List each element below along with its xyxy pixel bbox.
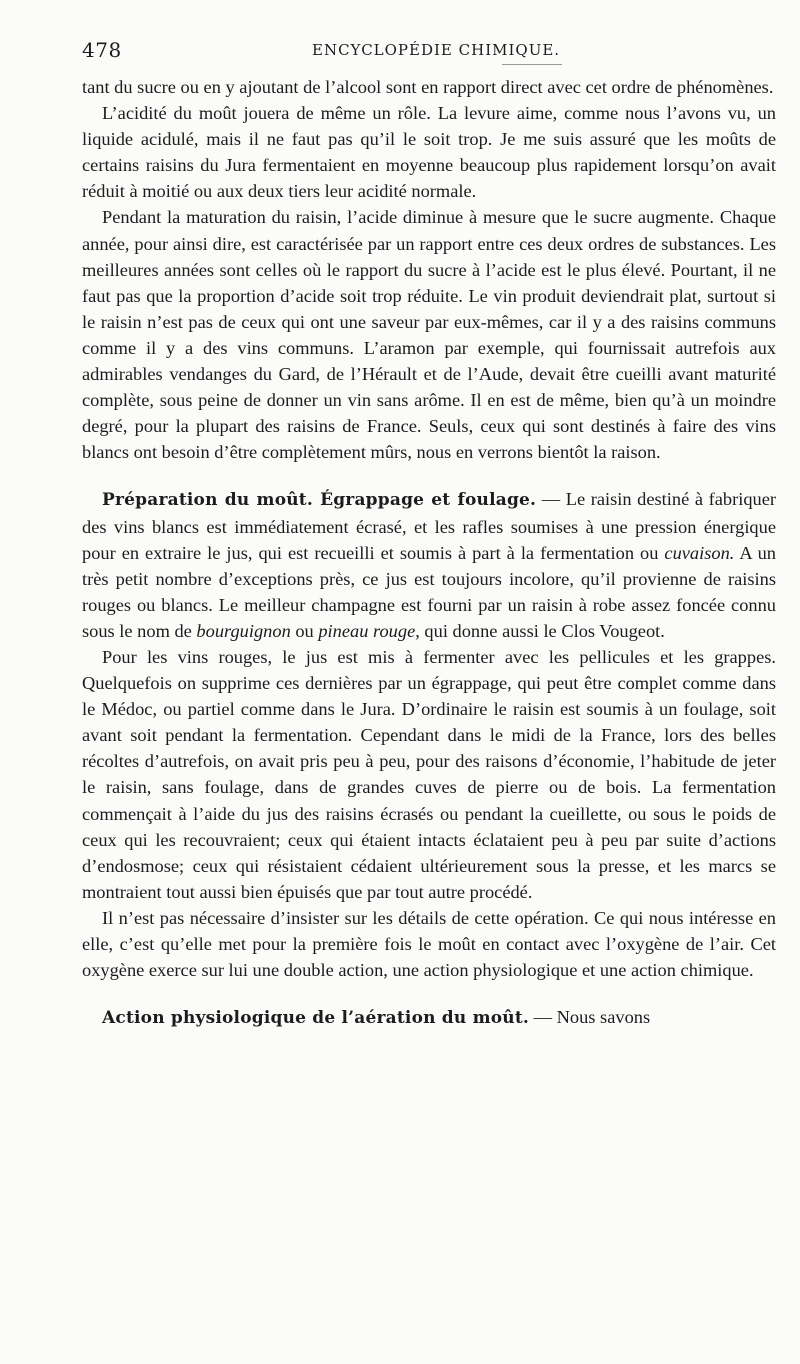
page-header bbox=[82, 38, 772, 62]
page-number: 478 bbox=[82, 38, 122, 62]
paragraph-red-wines: Pour les vins rouges, le jus est mis à fermenter avec les pellicules et les grappes. Quelquefois on supprime ces dernières par un égrappage, qui peut être complet comme dans le Médoc, ou partiel comme dans le Jura. D’ordinaire le raisin est soumis à un foulage, soit avant soit pendant la fermentation. Cependant dans le midi de la France, lors des belles récoltes d’autrefois, on avait pris peu à peu, pour des raisons d’économie, l’habitude de jeter le raisin, sans foulage, dans de grandes cuves de pierre ou de bois. La fermentation commençait à l’aide du jus des raisins écrasés ou pendant la cueillette, ou sous le poids de ceux qui les recouvraient; ceux qui étaient intacts éclataient peu à peu par suite d’actions d’endosmose; ceux qui résistaient cédaient ultérieurement sous la presse, et les marcs se montraient tout aussi bien épuisés que par tout autre procédé. bbox=[82, 646, 776, 902]
italic-term-cuvaison: cuvaison. bbox=[664, 542, 735, 563]
paragraph-continuation: tant du sucre ou en y ajoutant de l’alcool sont en rapport direct avec cet ordre de phénomènes. bbox=[82, 77, 774, 97]
text-run: , qui donne aussi le Clos Vougeot. bbox=[415, 620, 665, 641]
italic-term-bourguignon: bourguignon bbox=[196, 620, 291, 641]
section-heading-aeration: Action physiologique de l’aération du moût. bbox=[102, 1008, 530, 1029]
paragraph-oxygen: Il n’est pas nécessaire d’insister sur les détails de cette opération. Ce qui nous intéresse en elle, c’est qu’elle met pour la première fois le moût en contact avec l’oxygène de l’air. Cet oxygène exerce sur lui une double action, une action physiologique et une action chimique. bbox=[82, 907, 776, 981]
text-run: ou bbox=[290, 620, 319, 641]
body-text bbox=[82, 74, 776, 1031]
paragraph-aeration bbox=[82, 1004, 776, 1031]
header-rule bbox=[502, 64, 562, 65]
italic-term-pineau-rouge: pineau rouge bbox=[318, 620, 416, 641]
section-heading-preparation: Préparation du moût. Égrappage et foulage. bbox=[102, 490, 537, 511]
paragraph-maturation: Pendant la maturation du raisin, l’acide diminue à mesure que le sucre augmente. Chaque année, pour ainsi dire, est caractérisée par un rapport entre ces deux ordres de substances. Les meilleures années sont celles où le rapport du sucre à l’acide est le plus élevé. Pourtant, il ne faut pas que la proportion d’acide soit trop réduite. Le vin produit deviendrait plat, surtout si le raisin n’est pas de ceux qui ont une saveur par eux-mêmes, car il y a des raisins communs comme il y a des vins communs. L’aramon par exemple, qui fournissait autrefois aux admirables vendanges du Gard, de l’Hérault et de l’Aude, devait être cueilli avant maturité complète, sous peine de donner un vin sans arôme. Il en est de même, bien qu’à un moindre degré, pour la plupart des raisins de France. Seuls, ceux qui sont destinés à faire des vins blancs ont besoin d’être complètement mûrs, nous en verrons bientôt la raison. bbox=[82, 207, 776, 463]
text-run: — Le raisin destiné à fabriquer des vins blancs est immédiatement écrasé, et les rafles soumises à une pression énergique pour en extraire le jus, qui est recueilli et soumis à part à la fermentation ou bbox=[82, 489, 776, 563]
text-run: A un très petit nombre d’exceptions près, ce jus est toujours incolore, qu’il provienne de raisins rouges ou blancs. Le meilleur champagne est fourni par un raisin à robe assez foncée connu sous le nom de bbox=[82, 542, 776, 641]
paragraph-preparation bbox=[82, 486, 776, 644]
text-run: — Nous savons bbox=[529, 1007, 651, 1028]
running-title: ENCYCLOPÉDIE CHIMIQUE. bbox=[312, 41, 561, 59]
paragraph-acidity: L’acidité du moût jouera de même un rôle. La levure aime, comme nous l’avons vu, un liquide acidulé, mais il ne faut pas qu’il le soit trop. Je me suis assuré que les moûts de certains raisins du Jura fermentaient en moyenne beaucoup plus rapidement lorsqu’on avait réduit à moitié ou aux deux tiers leur acidité normale. bbox=[82, 103, 776, 202]
